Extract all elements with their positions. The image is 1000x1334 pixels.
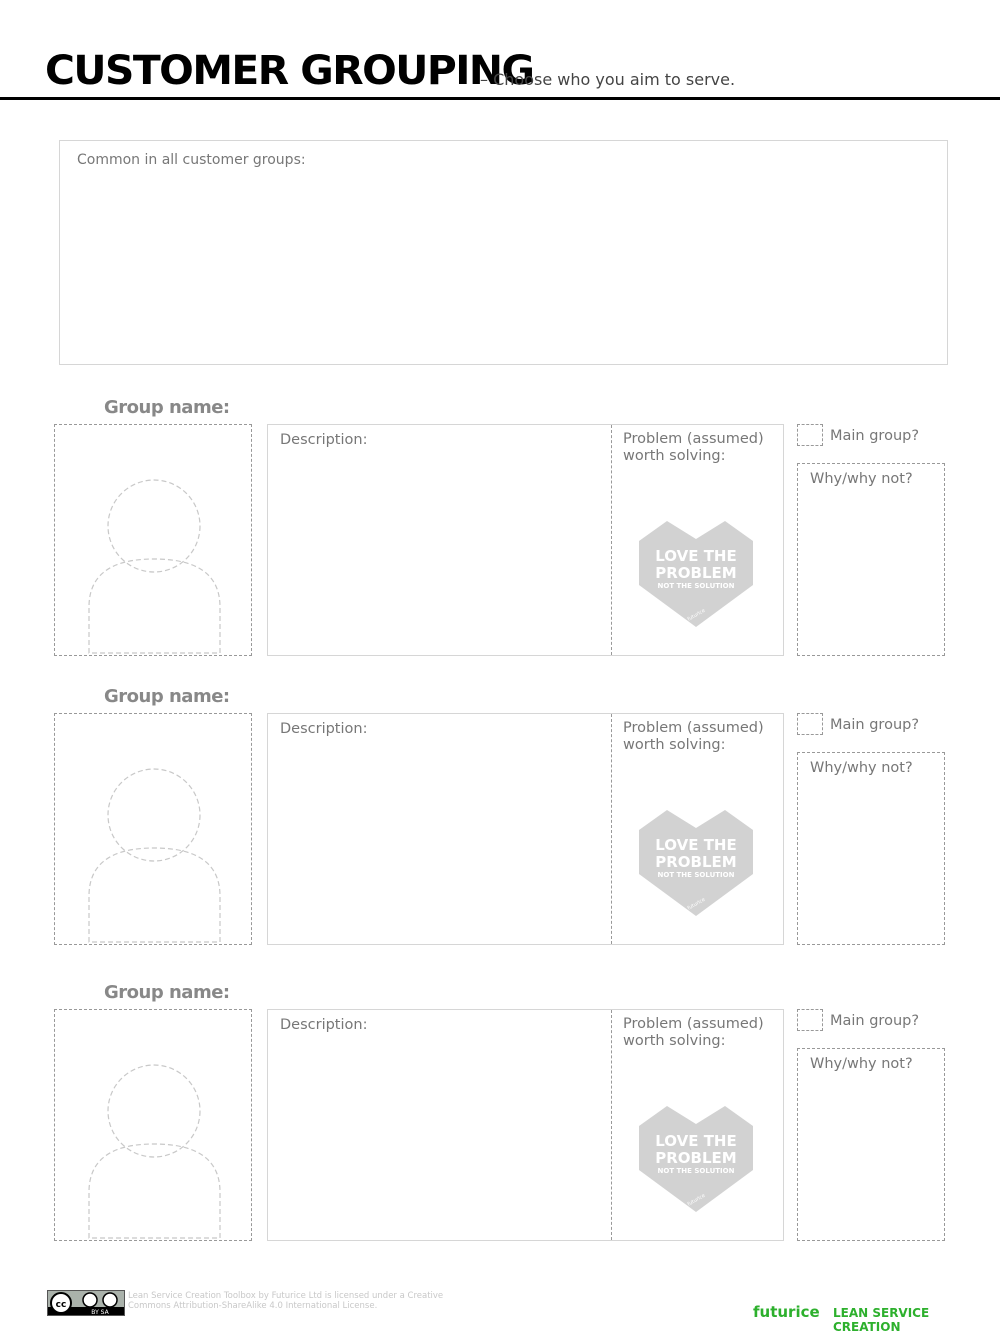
customer-group-2 [0, 686, 1000, 966]
main-group-checkbox[interactable] [797, 713, 823, 735]
header-rule [0, 97, 1000, 100]
description-divider [611, 714, 612, 944]
persona-photo-placeholder[interactable] [54, 713, 252, 945]
group-name-label: Group name: [104, 686, 230, 707]
description-label: Description: [280, 1017, 368, 1033]
why-label: Why/why not? [810, 760, 913, 776]
love-the-problem-heart-icon [639, 1106, 753, 1212]
license-text: Lean Service Creation Toolbox by Futurice Ltd is licensed under a Creative Commons Attribution-ShareAlike 4.0 International License. [128, 1291, 444, 1311]
common-traits-label: Common in all customer groups: [77, 152, 306, 168]
love-the-problem-heart-icon [639, 521, 753, 627]
persona-photo-placeholder[interactable] [54, 424, 252, 656]
heart-line1: LOVE THE [655, 547, 737, 565]
problem-label: Problem (assumed) worth solving: [623, 431, 764, 464]
main-group-checkbox[interactable] [797, 424, 823, 446]
page-title: CUSTOMER GROUPING [45, 48, 534, 94]
customer-group-3 [0, 982, 1000, 1262]
why-box[interactable] [797, 463, 945, 656]
heart-line1: LOVE THE [655, 836, 737, 854]
main-group-label: Main group? [830, 428, 920, 444]
main-group-label: Main group? [830, 717, 920, 733]
description-box[interactable] [267, 1009, 784, 1241]
customer-group-1 [0, 397, 1000, 677]
heart-line3: NOT THE SOLUTION [657, 582, 735, 590]
group-name-label: Group name: [104, 982, 230, 1003]
heart-mark: futurice [686, 1192, 707, 1208]
page-subtitle: – Choose who you aim to serve. [480, 70, 736, 89]
description-divider [611, 425, 612, 655]
common-traits-box[interactable] [59, 140, 948, 365]
description-divider [611, 1010, 612, 1240]
lean-service-creation-logo: LEAN SERVICE CREATION [833, 1306, 930, 1334]
main-group-label: Main group? [830, 1013, 920, 1029]
description-box[interactable] [267, 713, 784, 945]
person-icon [55, 425, 253, 657]
why-box[interactable] [797, 1048, 945, 1241]
group-name-label: Group name: [104, 397, 230, 418]
futurice-logo: futurice [753, 1303, 820, 1321]
heart-line1: LOVE THE [655, 1132, 737, 1150]
cc-license-badge-icon[interactable] [47, 1290, 125, 1316]
love-the-problem-heart-icon [639, 810, 753, 916]
heart-line2: PROBLEM [655, 1149, 737, 1167]
heart-mark: futurice [686, 896, 707, 912]
person-icon [55, 714, 253, 946]
creative-commons-icon [48, 1291, 124, 1315]
problem-label: Problem (assumed) worth solving: [623, 1016, 764, 1049]
description-box[interactable] [267, 424, 784, 656]
description-label: Description: [280, 432, 368, 448]
heart-mark: futurice [686, 607, 707, 623]
svg-text:BY SA: BY SA [91, 1309, 109, 1315]
svg-text:cc: cc [55, 1300, 67, 1310]
heart-line2: PROBLEM [655, 564, 737, 582]
heart-line3: NOT THE SOLUTION [657, 1167, 735, 1175]
person-icon [55, 1010, 253, 1242]
why-box[interactable] [797, 752, 945, 945]
heart-line3: NOT THE SOLUTION [657, 871, 735, 879]
main-group-checkbox[interactable] [797, 1009, 823, 1031]
problem-label: Problem (assumed) worth solving: [623, 720, 764, 753]
why-label: Why/why not? [810, 471, 913, 487]
heart-line2: PROBLEM [655, 853, 737, 871]
description-label: Description: [280, 721, 368, 737]
persona-photo-placeholder[interactable] [54, 1009, 252, 1241]
why-label: Why/why not? [810, 1056, 913, 1072]
